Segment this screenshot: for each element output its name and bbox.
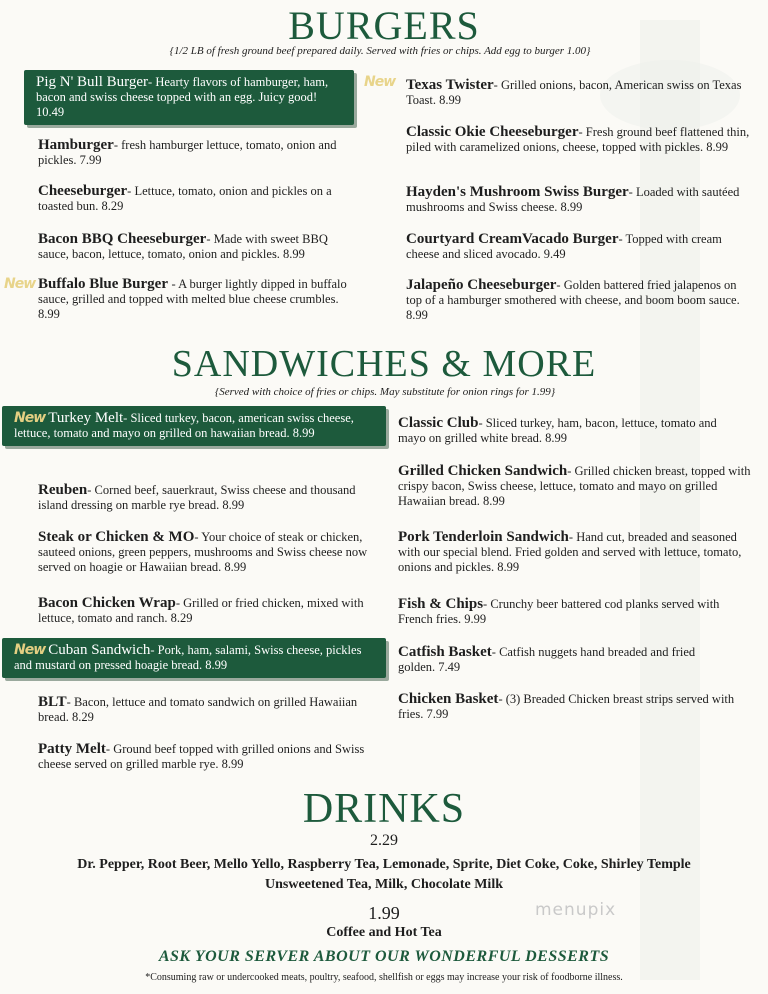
menu-item-pork-tenderloin: Pork Tenderloin Sandwich- Hand cut, breaded and seasoned with our special blend. Fried golden and served with lettuce, tomato, onions and pickles. 8.99 xyxy=(398,529,742,574)
item-desc: Catfish nuggets hand breaded and fried golden. 7.49 xyxy=(398,645,696,674)
drinks-heading: DRINKS xyxy=(302,786,466,832)
item-name: Reuben xyxy=(38,482,88,498)
menu-item-okie: Classic Okie Cheeseburger- Fresh ground beef flattened thin, piled with caramelized onions, cheese, topped with pickles. 8.99 xyxy=(406,124,750,154)
drinks-price-1: 2.29 xyxy=(370,832,398,849)
new-tag: New xyxy=(14,410,46,426)
menu-item-jalapeno: Jalapeño Cheeseburger- Golden battered fried jalapenos on top of a hamburger smothered with cheese, and boom boom sauce. 8.99 xyxy=(406,277,740,322)
featured-cuban: New Cuban Sandwich- Pork, ham, salami, Swiss cheese, pickles and mustard on pressed hoagie bread. 8.99 xyxy=(2,638,386,678)
item-name: Classic Club xyxy=(398,415,479,431)
desserts-callout: ASK YOUR SERVER ABOUT OUR WONDERFUL DESSERTS xyxy=(158,948,610,965)
item-name: Chicken Basket xyxy=(398,691,499,707)
item-name: Grilled Chicken Sandwich xyxy=(398,463,568,479)
menu-item-cheeseburger: Cheeseburger- Lettuce, tomato, onion and pickles on a toasted bun. 8.29 xyxy=(38,183,332,213)
item-name: BLT xyxy=(38,694,67,710)
item-desc: Grilled onions, bacon, American swiss on Texas Toast. 8.99 xyxy=(406,78,742,107)
menu-item-reuben: Reuben- Corned beef, sauerkraut, Swiss cheese and thousand island dressing on marble rye bread. 8.99 xyxy=(38,482,356,512)
item-desc: Topped with cream cheese and sliced avocado. 9.49 xyxy=(406,232,722,261)
item-desc: Grilled chicken breast, topped with crispy bacon, Swiss cheese, lettuce, tomato and mayo on grilled Hawaiian bread. 8.99 xyxy=(398,464,751,508)
menu-item-texas-twister: Texas Twister- Grilled onions, bacon, American swiss on Texas Toast. 8.99 xyxy=(406,77,742,107)
drinks-line-2: Unsweetened Tea, Milk, Chocolate Milk xyxy=(265,877,503,892)
menu-item-bacon-bbq: Bacon BBQ Cheeseburger- Made with sweet BBQ sauce, bacon, lettuce, tomato, onion and pickles. 8.99 xyxy=(38,231,328,261)
item-desc: Crunchy beer battered cod planks served with French fries. 9.99 xyxy=(398,597,720,626)
item-name: Cheeseburger xyxy=(38,183,128,199)
burgers-heading: BURGERS xyxy=(288,3,480,48)
menu-item-blt: BLT- Bacon, lettuce and tomato sandwich on grilled Hawaiian bread. 8.29 xyxy=(38,694,358,724)
drinks-price-2: 1.99 xyxy=(368,903,400,923)
menu-item-chicken-basket: Chicken Basket- (3) Breaded Chicken breast strips served with fries. 7.99 xyxy=(398,691,735,721)
item-desc: Hand cut, breaded and seasoned with our special blend. Fried golden and served with lettuce, tomato, onions and pickles. 8.99 xyxy=(398,530,742,574)
item-name: Pig N' Bull Burger xyxy=(36,74,149,90)
sandwiches-subtitle: {Served with choice of fries or chips. May substitute for onion rings for 1.99} xyxy=(214,386,556,398)
item-name: Catfish Basket xyxy=(398,644,492,660)
item-name: Patty Melt xyxy=(38,741,106,757)
new-tag: New xyxy=(14,642,46,658)
item-name: Bacon Chicken Wrap xyxy=(38,595,176,611)
item-name: Buffalo Blue Burger xyxy=(38,276,172,292)
menu-item-grilled-chicken: Grilled Chicken Sandwich- Grilled chicken breast, topped with crispy bacon, Swiss cheese, lettuce, tomato and mayo on grilled Hawaiian bread. 8.99 xyxy=(398,463,751,508)
drinks-line-1: Dr. Pepper, Root Beer, Mello Yello, Raspberry Tea, Lemonade, Sprite, Diet Coke, Coke, Shirley Temple xyxy=(77,857,691,872)
item-name: Classic Okie Cheeseburger xyxy=(406,124,579,140)
item-desc: Pork, ham, salami, Swiss cheese, pickles and mustard on pressed hoagie bread. 8.99 xyxy=(14,643,362,672)
item-desc: Lettuce, tomato, onion and pickles on a toasted bun. 8.29 xyxy=(38,184,332,213)
menu-item-steak-chicken: Steak or Chicken & MO- Your choice of steak or chicken, sauteed onions, green peppers, mushrooms and Swiss cheese now served on hoagie or Hawaiian bread. 8.99 xyxy=(38,529,368,574)
item-name: Turkey Melt xyxy=(48,410,124,426)
burgers-subtitle: {1/2 LB of fresh ground beef prepared daily. Served with fries or chips. Add egg to burger 1.00} xyxy=(169,45,591,57)
item-desc: Fresh ground beef flattened thin, piled with caramelized onions, cheese, topped with pickles. 8.99 xyxy=(406,125,750,154)
menu-item-buffalo-blue: Buffalo Blue Burger - A burger lightly dipped in buffalo sauce, grilled and topped with melted blue cheese crumbles. 8.99 xyxy=(38,276,347,321)
item-name: Texas Twister xyxy=(406,77,494,93)
sandwiches-heading: SANDWICHES & MORE xyxy=(171,343,597,385)
drinks-line-3: Coffee and Hot Tea xyxy=(326,925,442,940)
item-desc: fresh hamburger lettuce, tomato, onion and pickles. 7.99 xyxy=(38,138,337,167)
menu-item-fish-chips: Fish & Chips- Crunchy beer battered cod planks served with French fries. 9.99 xyxy=(398,596,720,626)
item-desc: Sliced turkey, bacon, american swiss cheese, lettuce, tomato and mayo on grilled on hawaiian bread. 8.99 xyxy=(14,411,354,440)
item-desc: Corned beef, sauerkraut, Swiss cheese and thousand island dressing on marble rye bread. 8.99 xyxy=(38,483,356,512)
item-name: Hamburger xyxy=(38,137,114,153)
item-name: Cuban Sandwich xyxy=(48,642,151,658)
menu-item-creamvacado: Courtyard CreamVacado Burger- Topped with cream cheese and sliced avocado. 9.49 xyxy=(406,231,722,261)
item-desc: Made with sweet BBQ sauce, bacon, lettuce, tomato, onion and pickles. 8.99 xyxy=(38,232,328,261)
item-desc: Hearty flavors of hamburger, ham, bacon and swiss cheese topped with an egg. Juicy good! 10.49 xyxy=(36,75,329,119)
item-desc: Grilled or fried chicken, mixed with lettuce, tomato and ranch. 8.29 xyxy=(38,596,364,625)
menu-item-bacon-chicken-wrap: Bacon Chicken Wrap- Grilled or fried chicken, mixed with lettuce, tomato and ranch. 8.29 xyxy=(38,595,364,625)
watermark: menupix xyxy=(535,900,617,920)
item-desc: Your choice of steak or chicken, sauteed onions, green peppers, mushrooms and Swiss cheese now served on hoagie or Hawaiian bread. 8.99 xyxy=(38,530,368,574)
item-name: Pork Tenderloin Sandwich xyxy=(398,529,569,545)
new-tag: New xyxy=(4,276,36,292)
item-desc: Ground beef topped with grilled onions and Swiss cheese served on grilled marble rye. 8.99 xyxy=(38,742,365,771)
featured-pig-n-bull: Pig N' Bull Burger- Hearty flavors of hamburger, ham, bacon and swiss cheese topped with an egg. Juicy good! 10.49 xyxy=(24,70,354,125)
menu-item-classic-club: Classic Club- Sliced turkey, ham, bacon, lettuce, tomato and mayo on grilled white bread. 8.99 xyxy=(398,415,717,445)
item-name: Hayden's Mushroom Swiss Burger xyxy=(406,184,629,200)
item-name: Jalapeño Cheeseburger xyxy=(406,277,557,293)
menu-item-mushroom-swiss: Hayden's Mushroom Swiss Burger- Loaded with sautéed mushrooms and Swiss cheese. 8.99 xyxy=(406,184,740,214)
item-desc: Loaded with sautéed mushrooms and Swiss cheese. 8.99 xyxy=(406,185,740,214)
item-desc: Golden battered fried jalapenos on top of a hamburger smothered with cheese, and boom boom sauce. 8.99 xyxy=(406,278,740,322)
item-desc: A burger lightly dipped in buffalo sauce, grilled and topped with melted blue cheese crumbles. 8.99 xyxy=(38,277,347,321)
item-name: Fish & Chips xyxy=(398,596,484,612)
featured-turkey-melt: New Turkey Melt- Sliced turkey, bacon, american swiss cheese, lettuce, tomato and mayo on grilled on hawaiian bread. 8.99 xyxy=(2,406,386,446)
item-desc: Bacon, lettuce and tomato sandwich on grilled Hawaiian bread. 8.29 xyxy=(38,695,358,724)
item-desc: Sliced turkey, ham, bacon, lettuce, tomato and mayo on grilled white bread. 8.99 xyxy=(398,416,717,445)
new-tag: New xyxy=(364,74,396,90)
menu-item-hamburger: Hamburger- fresh hamburger lettuce, tomato, onion and pickles. 7.99 xyxy=(38,137,337,167)
disclaimer: *Consuming raw or undercooked meats, poultry, seafood, shellfish or eggs may increase your risk of foodborne illness. xyxy=(145,972,623,983)
item-name: Courtyard CreamVacado Burger xyxy=(406,231,619,247)
menu-item-catfish: Catfish Basket- Catfish nuggets hand breaded and fried golden. 7.49 xyxy=(398,644,696,674)
item-desc: (3) Breaded Chicken breast strips served with fries. 7.99 xyxy=(398,692,735,721)
menu-item-patty-melt: Patty Melt- Ground beef topped with grilled onions and Swiss cheese served on grilled marble rye. 8.99 xyxy=(38,741,365,771)
item-name: Bacon BBQ Cheeseburger xyxy=(38,231,207,247)
item-name: Steak or Chicken & MO xyxy=(38,529,195,545)
